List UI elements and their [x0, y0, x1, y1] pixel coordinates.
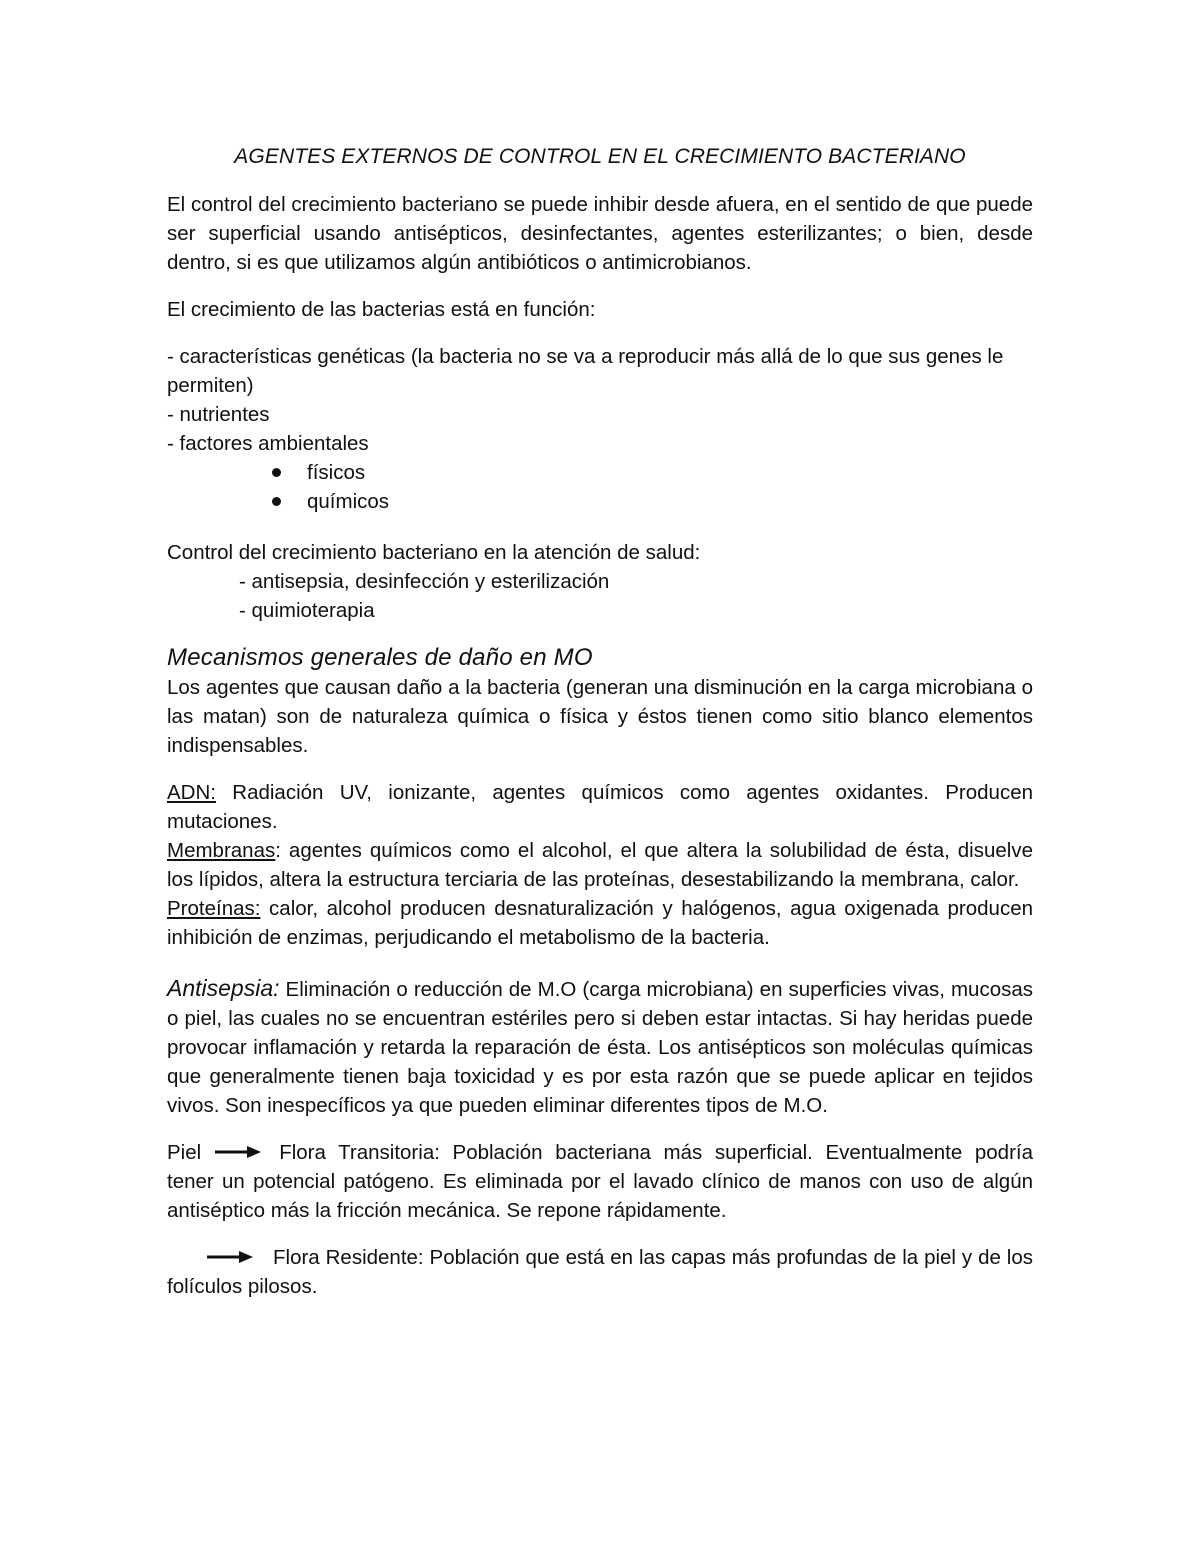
- factor-bullet-physical: físicos: [167, 458, 1033, 487]
- antisepsia-paragraph: [167, 974, 1033, 1120]
- growth-item-genetics: - características genéticas (la bacteria no se va a reproducir más allá de lo que sus genes le permiten): [167, 345, 1004, 397]
- growth-list: [167, 342, 1033, 516]
- factor-bullet-chemical: químicos: [167, 487, 1033, 516]
- target-membranas-text: : agentes químicos como el alcohol, el que altera la solubilidad de ésta, disuelve los lípidos, altera la estructura terciaria de las proteínas, desestabilizando la membrana, calor.: [167, 839, 1033, 891]
- antisepsia-label: Antisepsia:: [167, 975, 280, 1001]
- mechanisms-heading: Mecanismos generales de daño en MO: [167, 644, 593, 671]
- control-intro: Control del crecimiento bacteriano en la atención de salud:: [167, 541, 701, 564]
- target-proteinas-label: Proteínas:: [167, 897, 261, 920]
- bullet-icon: [272, 468, 281, 477]
- target-adn: [167, 778, 1033, 836]
- flora-residente-paragraph: [167, 1243, 1033, 1301]
- flora-residente-text: Flora Residente: Población que está en las capas más profundas de la piel y de los folículos pilosos.: [167, 1246, 1033, 1298]
- target-adn-text: Radiación UV, ionizante, agentes químicos como agentes oxidantes. Producen mutaciones.: [167, 781, 1033, 833]
- growth-item-nutrients: - nutrientes: [167, 403, 270, 426]
- bullet-icon: [272, 497, 281, 506]
- document-body: [167, 142, 1033, 1301]
- growth-intro: El crecimiento de las bacterias está en función:: [167, 298, 596, 321]
- growth-item-environment: - factores ambientales: [167, 432, 369, 455]
- target-adn-label: ADN:: [167, 781, 216, 804]
- document-title: AGENTES EXTERNOS DE CONTROL EN EL CRECIMIENTO BACTERIANO: [234, 145, 966, 168]
- targets-section: [167, 778, 1033, 952]
- control-item-antisepsia: - antisepsia, desinfección y esterilización: [239, 570, 610, 593]
- intro-paragraph: El control del crecimiento bacteriano se puede inhibir desde afuera, en el sentido de que puede ser superficial usando antisépticos, desinfectantes, agentes esterilizantes; o bien, desde dentro, si es que utilizamos algún antibióticos o antimicrobianos.: [167, 193, 1033, 274]
- mechanisms-paragraph: Los agentes que causan daño a la bacteria (generan una disminución en la carga microbiana o las matan) son de naturaleza química o física y éstos tienen como sitio blanco elementos indispensables.: [167, 676, 1033, 757]
- target-membranas: [167, 836, 1033, 894]
- right-arrow-icon: [207, 1250, 253, 1264]
- target-membranas-label: Membranas: [167, 839, 276, 862]
- control-item-quimioterapia: - quimioterapia: [239, 599, 375, 622]
- flora-transitoria-paragraph: [167, 1138, 1033, 1225]
- target-proteinas-text: calor, alcohol producen desnaturalización y halógenos, agua oxigenada producen inhibición de enzimas, perjudicando el metabolismo de la bacteria.: [167, 897, 1033, 949]
- control-section: [167, 538, 1033, 625]
- target-proteinas: [167, 894, 1033, 952]
- right-arrow-icon: [215, 1145, 261, 1159]
- piel-label: Piel: [167, 1141, 202, 1164]
- antisepsia-text: Eliminación o reducción de M.O (carga microbiana) en superficies vivas, mucosas o piel, las cuales no se encuentran estériles pero si deben estar intactas. Si hay heridas puede provocar inflamación y retarda la reparación de ésta. Los antisépticos son moléculas químicas que generalmente tienen baja toxicidad y es por esta razón que se puede aplicar en tejidos vivos. Son inespecíficos ya que pueden eliminar diferentes tipos de M.O.: [167, 978, 1033, 1117]
- flora-transitoria-text: Flora Transitoria: Población bacteriana más superficial. Eventualmente podría tener un potencial patógeno. Es eliminada por el lavado clínico de manos con uso de algún antiséptico más la fricción mecánica. Se repone rápidamente.: [167, 1141, 1033, 1222]
- factor-bullet-list: [167, 458, 1033, 516]
